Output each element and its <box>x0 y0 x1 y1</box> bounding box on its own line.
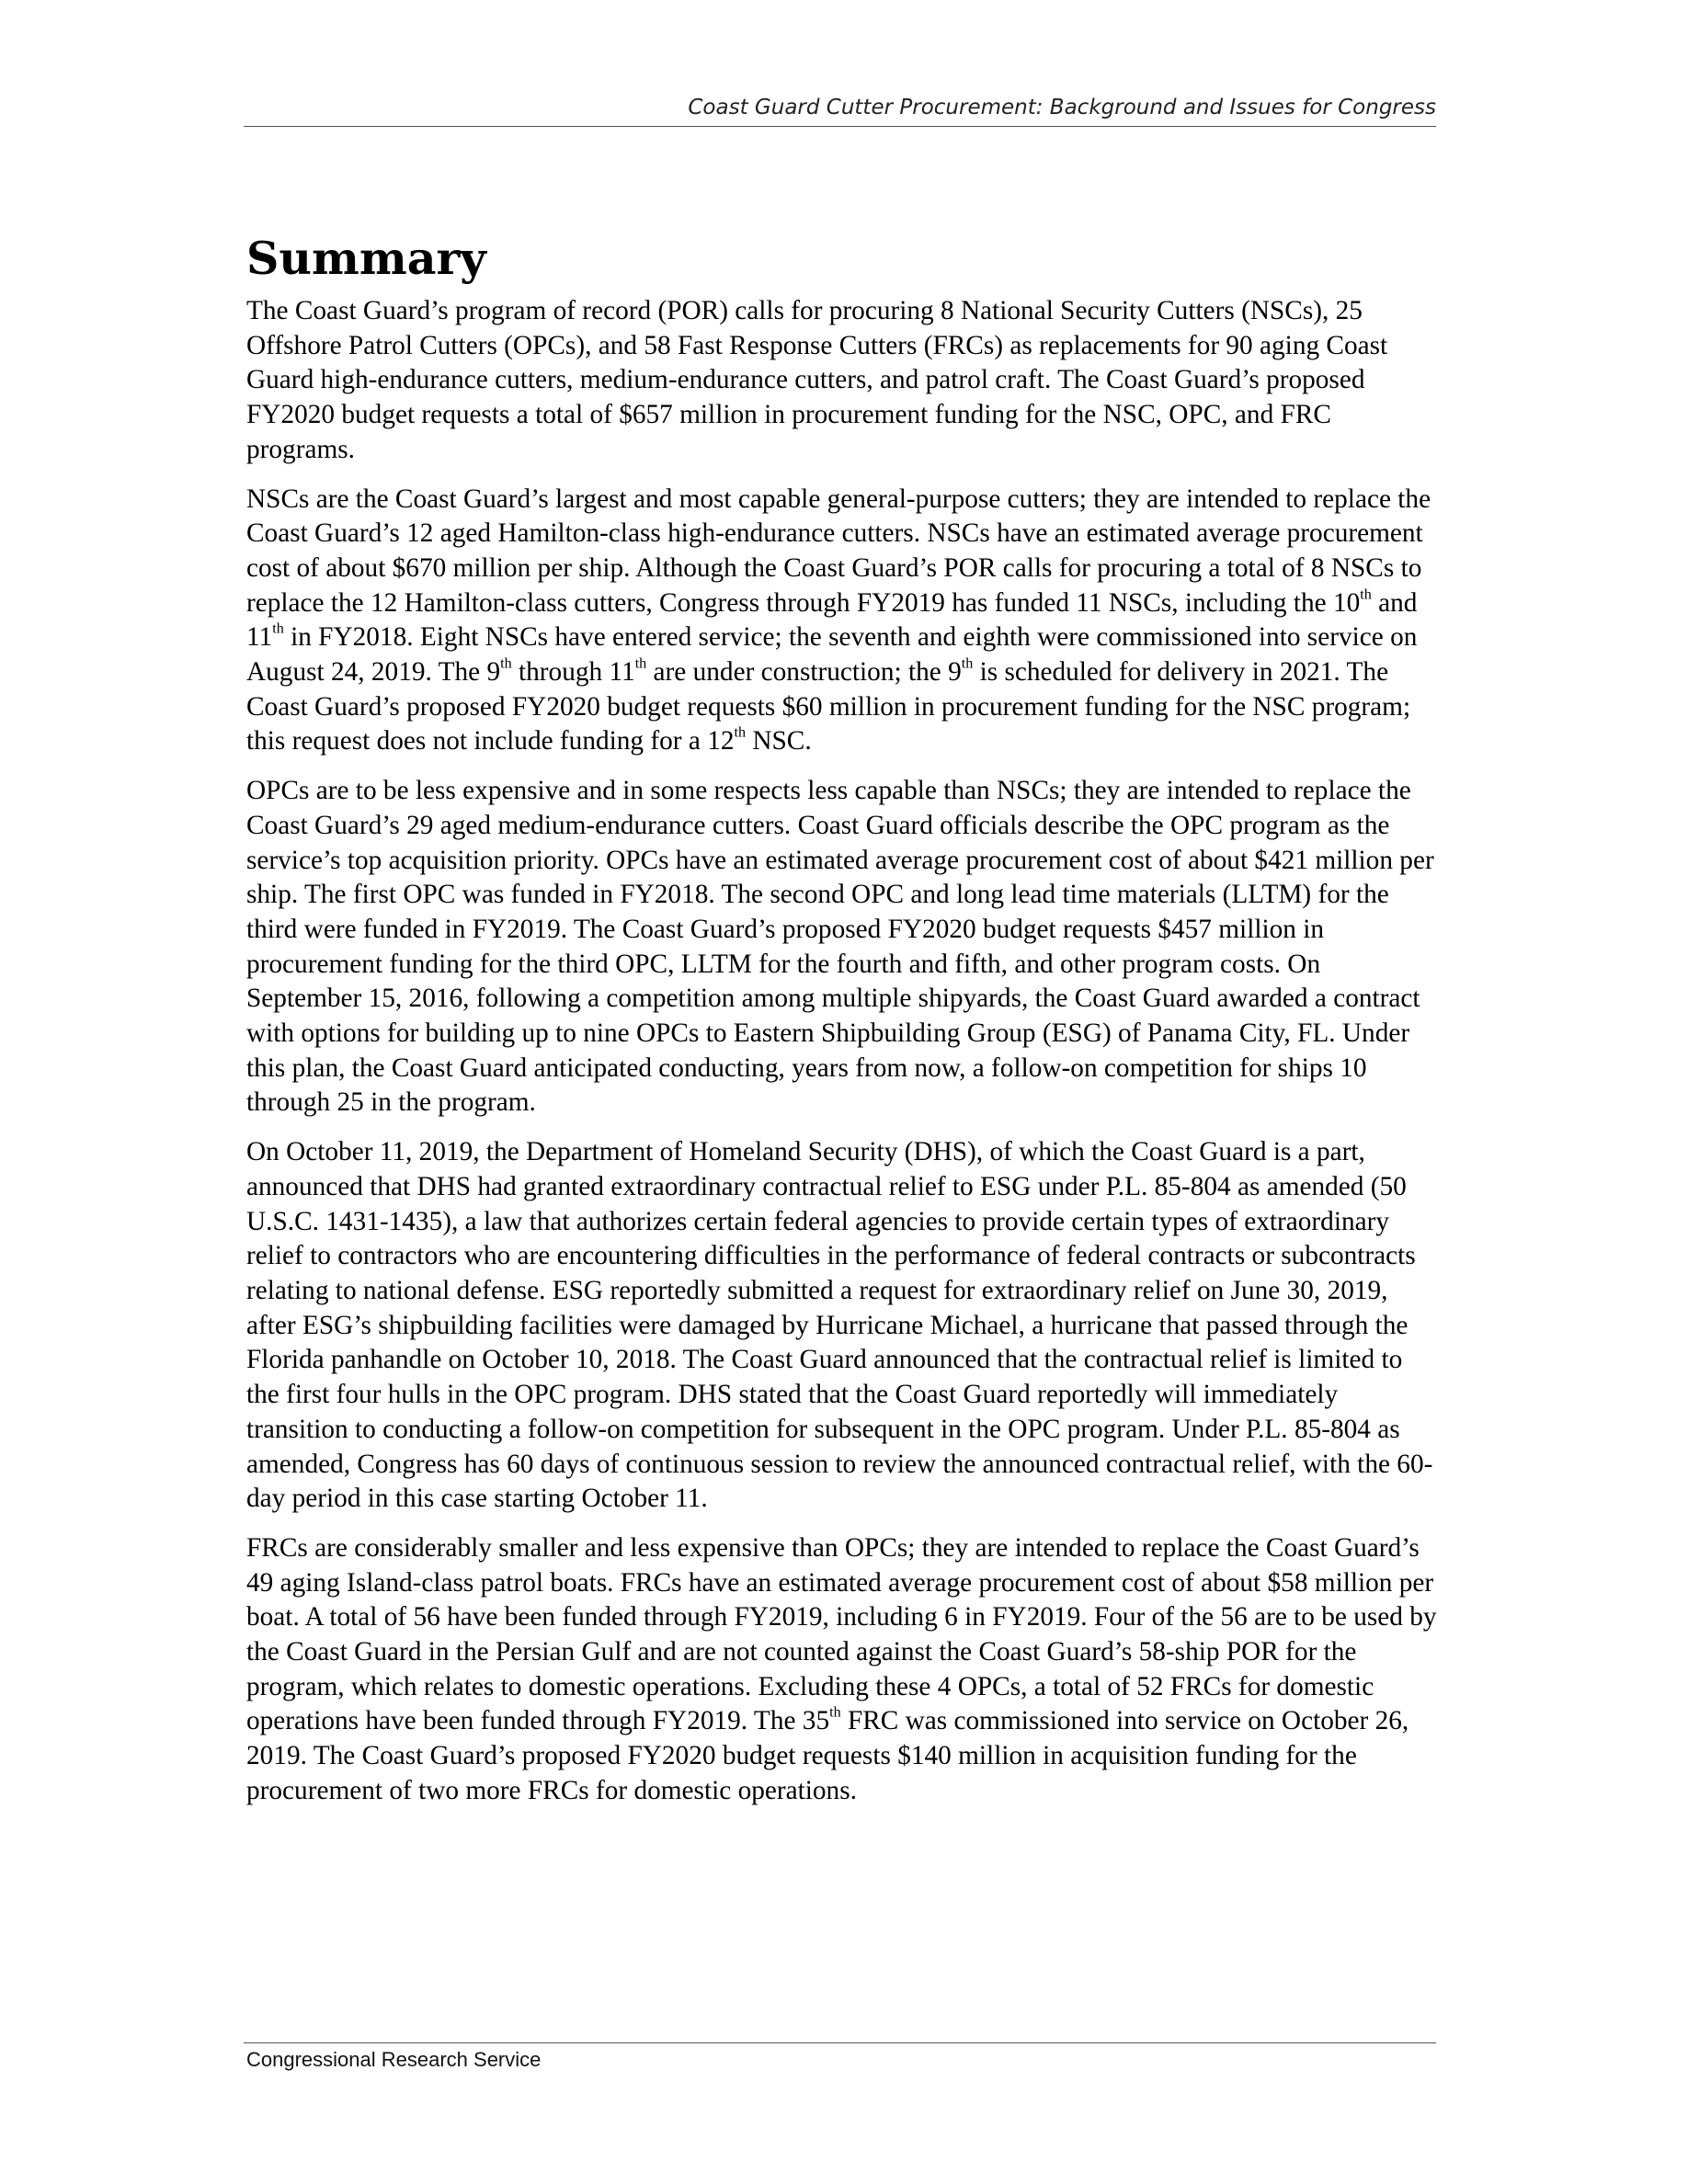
text-run: are under construction; the 9 <box>646 657 962 688</box>
text-run: through 11 <box>511 657 635 688</box>
text-run: and 11 <box>246 587 1418 653</box>
text-run: FRCs are considerably smaller and less expensive than OPCs; they are intended to replace the Coast Guard’s 49 aging Island-class patrol boats. FRCs have an estimated average procurement cost of about $58 million per boat. A total of 56 have been funded through FY2019, including 6 in FY2019. Four of the 56 are to be used by the Coast Guard in the Persian Gulf and are not counted against the Coast Guard’s 58-ship POR for the program, which relates to domestic operations. Excluding these 4 OPCs, a total of 52 FRCs for domestic operations have been funded through FY2019. The 35 <box>246 1532 1437 1736</box>
text-run: NSCs are the Coast Guard’s largest and most capable general-purpose cutters; they are intended to replace the Coast Guard’s 12 aged Hamilton-class high-endurance cutters. NSCs have an estimated average procurement cost of about $670 million per ship. Although the Coast Guard’s POR calls for procuring a total of 8 NSCs to replace the 12 Hamilton-class cutters, Congress through FY2019 has funded 11 NSCs, including the 10 <box>246 483 1431 618</box>
ordinal-suffix: th <box>634 655 647 672</box>
ordinal-suffix: th <box>961 655 974 672</box>
paragraph-frc <box>246 1531 1438 1809</box>
text-run: NSC. <box>746 726 812 756</box>
ordinal-suffix: th <box>734 724 747 741</box>
ordinal-suffix: th <box>829 1704 841 1721</box>
footer-divider <box>244 2042 1436 2043</box>
text-run: FRC was commissioned into service on October 26, 2019. The Coast Guard’s proposed FY2020 budget requests $140 million in acquisition funding for the procurement of two more FRCs for domestic operations. <box>246 1706 1409 1805</box>
running-header: Coast Guard Cutter Procurement: Background and Issues for Congress <box>688 96 1436 119</box>
ordinal-suffix: th <box>1360 586 1372 602</box>
ordinal-suffix: th <box>500 655 512 672</box>
section-title: Summary <box>246 232 486 285</box>
paragraph-dhs-relief: On October 11, 2019, the Department of Homeland Security (DHS), of which the Coast Guard is a part, announced that DHS had granted extraordinary contractual relief to ESG under P.L. 85-804 as amended (50 U.S.C. 1431-1435), a law that authorizes certain federal agencies to provide certain types of extraordinary relief to contractors who are encountering difficulties in the performance of federal contracts or subcontracts relating to national defense. ESG reportedly submitted a request for extraordinary relief on June 30, 2019, after ESG’s shipbuilding facilities were damaged by Hurricane Michael, a hurricane that passed through the Florida panhandle on October 10, 2018. The Coast Guard announced that the contractual relief is limited to the first four hulls in the OPC program. DHS stated that the Coast Guard reportedly will immediately transition to conducting a follow-on competition for subsequent in the OPC program. Under P.L. 85-804 as amended, Congress has 60 days of continuous session to review the announced contractual relief, with the 60-day period in this case starting October 11. <box>246 1137 1433 1514</box>
header-divider <box>244 126 1436 127</box>
text-run: in FY2018. Eight NSCs have entered service; the seventh and eighth were commissioned into service on August 24, 2019. The 9 <box>246 622 1418 688</box>
page-content <box>246 228 1438 1824</box>
paragraph-opc: OPCs are to be less expensive and in some respects less capable than NSCs; they are intended to replace the Coast Guard’s 29 aged medium-endurance cutters. Coast Guard officials describe the OPC program as the service’s top acquisition priority. OPCs have an estimated average procurement cost of about $421 million per ship. The first OPC was funded in FY2018. The second OPC and long lead time materials (LLTM) for the third were funded in FY2019. The Coast Guard’s proposed FY2020 budget requests $457 million in procurement funding for the third OPC, LLTM for the fourth and fifth, and other program costs. On September 15, 2016, following a competition among multiple shipyards, the Coast Guard awarded a contract with options for building up to nine OPCs to Eastern Shipbuilding Group (ESG) of Panama City, FL. Under this plan, the Coast Guard anticipated conducting, years from now, a follow-on competition for ships 10 through 25 in the program. <box>246 776 1434 1118</box>
paragraph-nsc <box>246 483 1438 760</box>
paragraph-por-overview: The Coast Guard’s program of record (POR) calls for procuring 8 National Security Cutters (NSCs), 25 Offshore Patrol Cutters (OPCs), and 58 Fast Response Cutters (FRCs) as replacements for 90 aging Coast Guard high-endurance cutters, medium-endurance cutters, and patrol craft. The Coast Guard’s proposed FY2020 budget requests a total of $657 million in procurement funding for the NSC, OPC, and FRC programs. <box>246 296 1388 464</box>
text-run: is scheduled for delivery in 2021. The Coast Guard’s proposed FY2020 budget requests $60 million in procurement funding for the NSC program; this request does not include funding for a 12 <box>246 657 1411 756</box>
footer-source: Congressional Research Service <box>246 2048 542 2071</box>
ordinal-suffix: th <box>272 620 284 637</box>
